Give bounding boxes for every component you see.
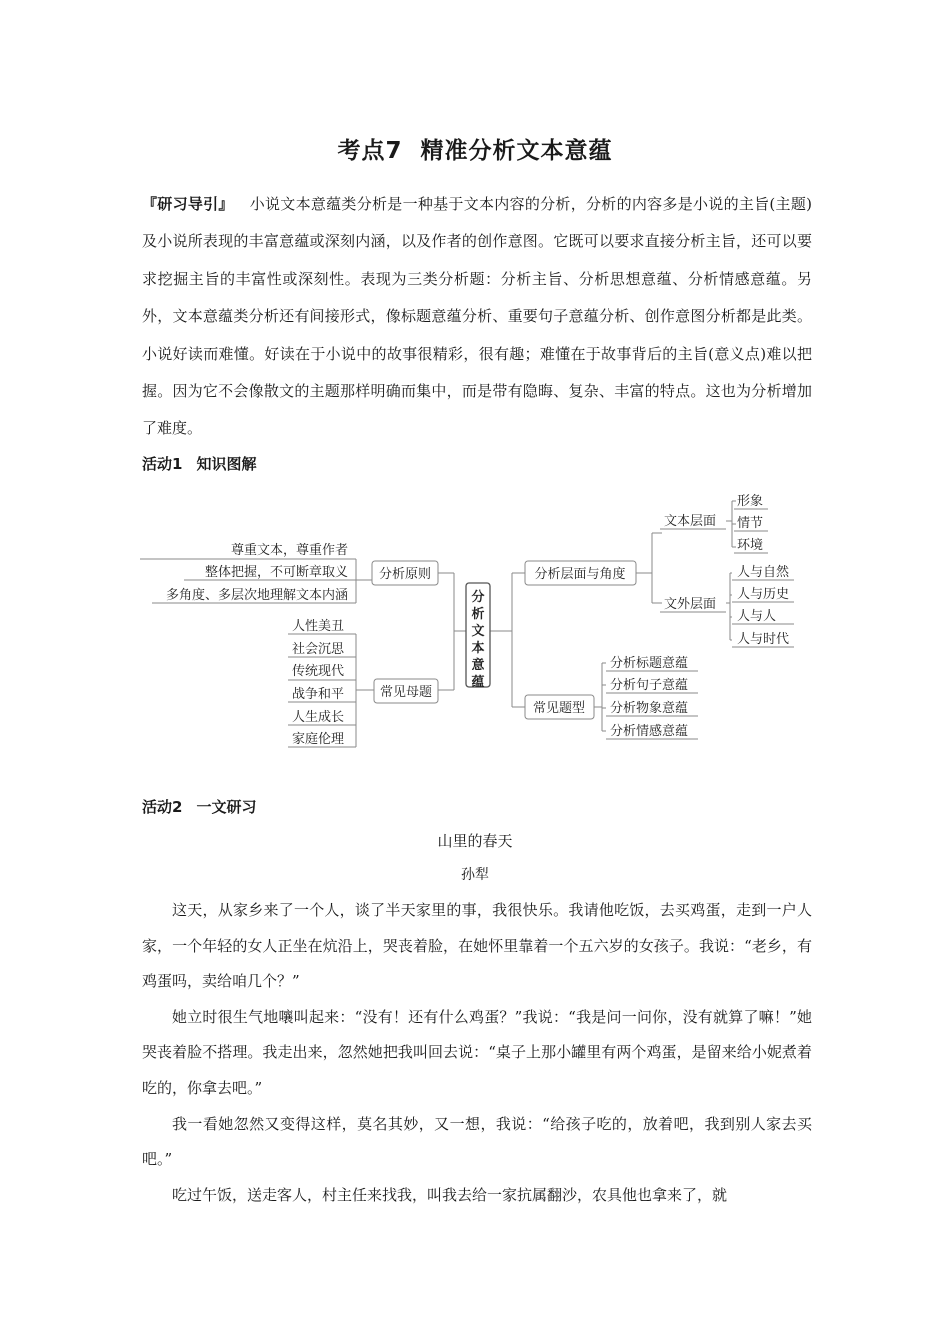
activity-2-label: 活动2 (142, 798, 183, 816)
center-label-char: 文 (471, 624, 485, 639)
motif-item: 人生成长 (292, 710, 345, 725)
story-paragraph: 我一看她忽然又变得这样，莫名其妙，又一想，我说：“给孩子吃的，放着吧，我到别人家去买吧。” (142, 1114, 812, 1169)
center-label-char: 本 (471, 641, 485, 656)
activity-2-heading (142, 796, 256, 817)
center-label-char: 析 (471, 607, 485, 622)
motif-item: 社会沉思 (292, 642, 345, 657)
story-body (142, 893, 812, 1213)
question-type-item: 分析物象意蕴 (610, 701, 689, 716)
motifs-label: 常见母题 (379, 685, 433, 700)
motif-item: 家庭伦理 (292, 732, 345, 747)
activity-2-title: 一文研习 (196, 798, 257, 816)
text-level-item: 情节 (737, 516, 764, 531)
center-label-char: 蕴 (471, 675, 485, 690)
outer-level-item: 人与时代 (737, 632, 790, 647)
text-level-item: 环境 (737, 538, 764, 553)
principle-item: 尊重文本，尊重作者 (230, 543, 348, 558)
intro-text: 小说文本意蕴类分析是一种基于文本内容的分析，分析的内容多是小说的主旨(主题)及小说所表现的丰富意蕴或深刻内涵，以及作者的创作意图。它既可以要求直接分析主旨，还可以要求挖掘主旨的丰富性或深刻性。表现为三类分析题：分析主旨、分析思想意蕴、分析情感意蕴。另外，文本意蕴类分析还有间接形式，像标题意蕴分析、重要句子意蕴分析、创作意图分析都是此类。小说好读而难懂。好读在于小说中的故事很精彩，很有趣；难懂在于故事背后的主旨(意义点)难以把握。因为它不会像散文的主题那样明确而集中，而是带有隐晦、复杂、丰富的特点。这也为分析增加了难度。 (142, 195, 812, 438)
story-paragraph: 她立时很生气地嚷叫起来：“没有！还有什么鸡蛋？”我说：“我是问一问你，没有就算了嘛！”她哭丧着脸不搭理。我走出来，忽然她把我叫回去说：“桌子上那小罐里有两个鸡蛋，是留来给小妮煮着吃的，你拿去吧。” (142, 1007, 812, 1097)
question-types-label: 常见题型 (532, 701, 586, 716)
question-type-item: 分析情感意蕴 (610, 724, 689, 739)
story-paragraph: 吃过午饭，送走客人，村主任来找我，叫我去给一家抗属翻沙，农具他也拿来了，就 (172, 1185, 728, 1204)
outer-level-leaves (732, 565, 794, 647)
center-label-char: 分 (471, 590, 485, 605)
motif-leaves (292, 618, 345, 747)
page-title (0, 132, 950, 165)
intro-paragraph (142, 186, 812, 448)
activity-1-label: 活动1 (142, 455, 183, 473)
principle-item: 多角度、多层次地理解文本内涵 (165, 588, 348, 603)
motif-item: 战争和平 (292, 687, 345, 702)
outer-level-item: 人与历史 (737, 587, 790, 602)
principle-item: 整体把握，不可断章取义 (204, 565, 348, 580)
levels-node (525, 561, 636, 585)
activity-1-title: 知识图解 (196, 455, 257, 473)
question-types-node (525, 695, 594, 719)
question-type-item: 分析句子意蕴 (610, 678, 689, 693)
story-author: 孙犁 (461, 867, 489, 883)
motifs-node (374, 679, 438, 703)
outer-level-item: 人与自然 (737, 565, 790, 580)
question-type-item: 分析标题意蕴 (610, 656, 689, 671)
principles-node (372, 561, 438, 585)
principles-leaves (166, 542, 348, 603)
principles-label: 分析原则 (378, 567, 432, 582)
title-label: 考点7 (337, 138, 403, 164)
text-level-item: 形象 (737, 494, 764, 509)
intro-tag: 『研习导引』 (142, 195, 234, 213)
center-label-char: 意 (471, 658, 485, 673)
text-level-leaves (734, 494, 768, 553)
title-text: 精准分析文本意蕴 (420, 138, 613, 164)
levels-label: 分析层面与角度 (534, 567, 626, 582)
text-level-label: 文本层面 (664, 514, 717, 529)
story-title: 山里的春天 (437, 832, 513, 850)
outer-level-label: 文外层面 (664, 597, 717, 612)
activity-1-heading (142, 453, 256, 474)
question-type-leaves (606, 655, 698, 739)
motif-item: 传统现代 (292, 664, 345, 679)
center-node (466, 583, 490, 690)
motif-item: 人性美丑 (292, 619, 345, 634)
story-paragraph: 这天，从家乡来了一个人，谈了半天家里的事，我很快乐。我请他吃饭，去买鸡蛋，走到一户人家，一个年轻的女人正坐在炕沿上，哭丧着脸，在她怀里靠着一个五六岁的女孩子。我说：“老乡，有鸡蛋吗，卖给咱几个？” (142, 901, 812, 991)
outer-level-item: 人与人 (737, 609, 777, 624)
mind-map (140, 485, 820, 755)
